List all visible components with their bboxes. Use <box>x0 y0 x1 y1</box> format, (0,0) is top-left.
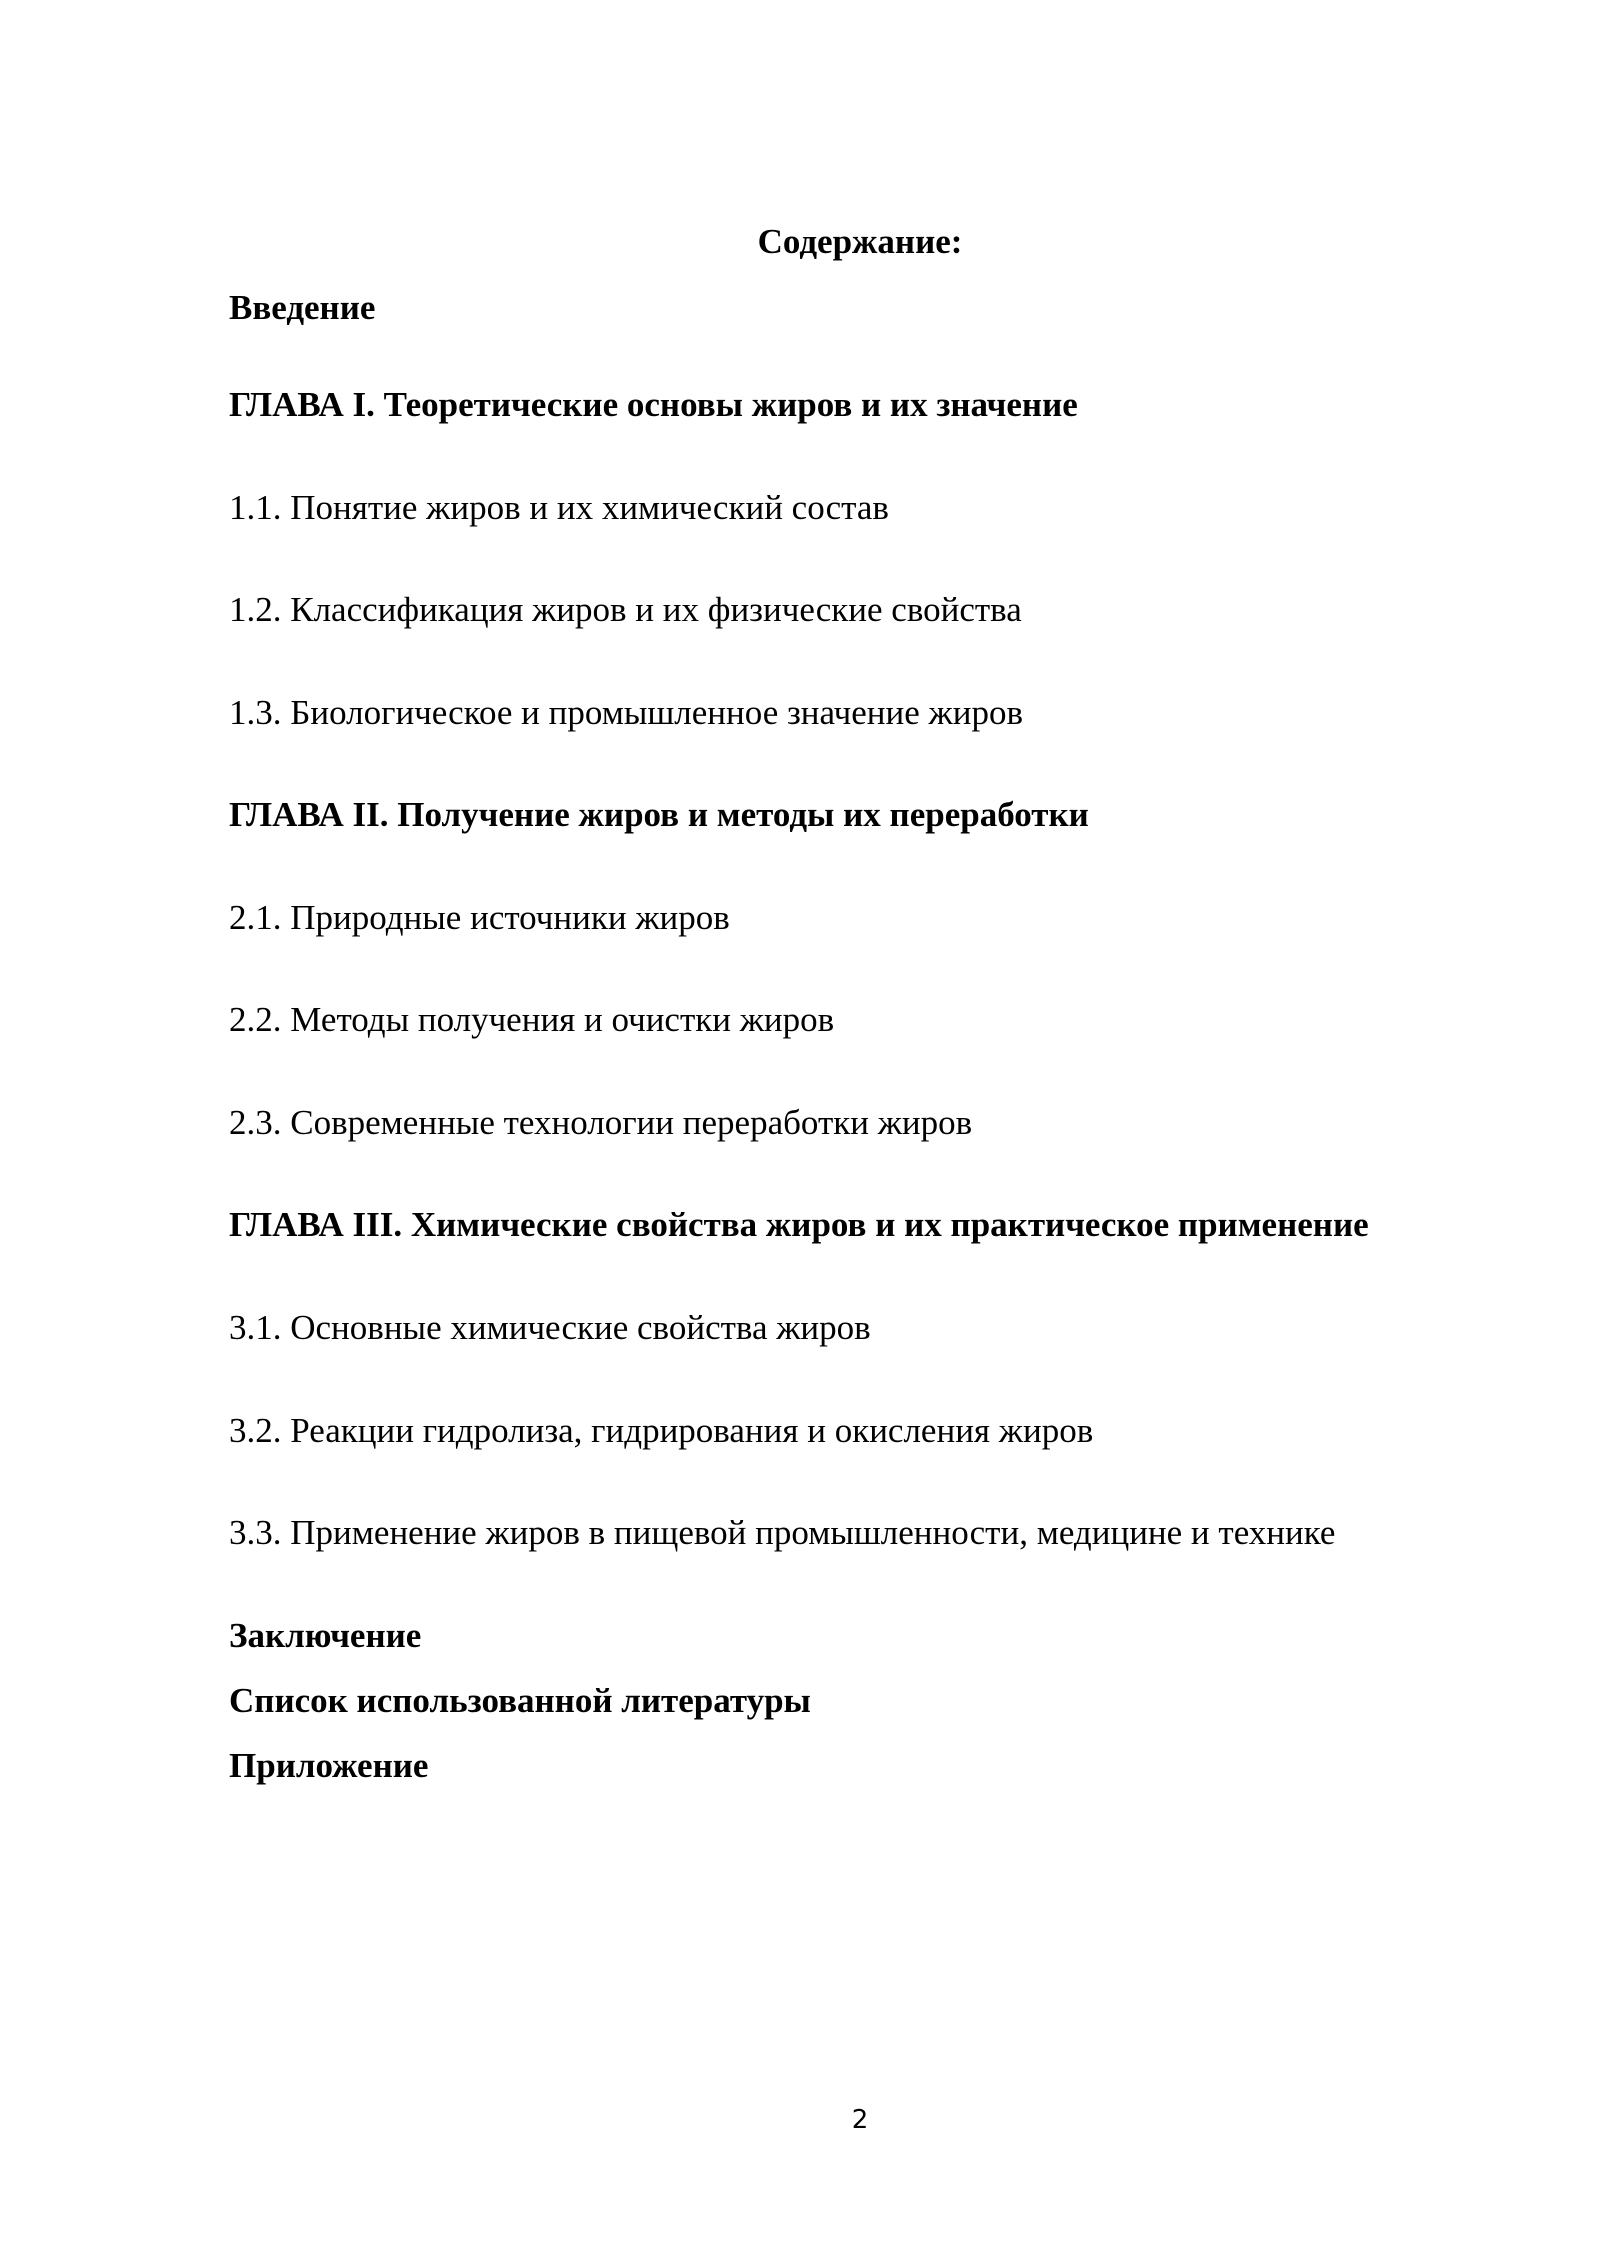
toc-entry-section-1-3: 1.3. Биологическое и промышленное значение жиров <box>229 693 1023 732</box>
toc-entry-references: Список использованной литературы <box>229 1681 811 1720</box>
toc-entry-introduction: Введение <box>229 288 376 327</box>
toc-entry-section-2-2: 2.2. Методы получения и очистки жиров <box>229 1000 835 1039</box>
toc-entry-section-2-3: 2.3. Современные технологии переработки жиров <box>229 1103 973 1142</box>
toc-entry-section-2-1: 2.1. Природные источники жиров <box>229 898 730 937</box>
toc-entry-section-3-3: 3.3. Применение жиров в пищевой промышленности, медицине и технике <box>229 1513 1336 1552</box>
toc-entry-chapter-3: ГЛАВА III. Химические свойства жиров и их практическое применение <box>229 1205 1369 1244</box>
toc-entry-conclusion: Заключение <box>229 1616 422 1655</box>
toc-entry-section-1-1: 1.1. Понятие жиров и их химический состав <box>229 488 889 527</box>
toc-entry-section-3-2: 3.2. Реакции гидролиза, гидрирования и окисления жиров <box>229 1411 1094 1450</box>
toc-entry-chapter-2: ГЛАВА II. Получение жиров и методы их переработки <box>229 795 1089 834</box>
toc-entry-chapter-1: ГЛАВА I. Теоретические основы жиров и их значение <box>229 385 1078 424</box>
toc-entry-section-1-2: 1.2. Классификация жиров и их физические свойства <box>229 590 1022 629</box>
toc-title: Содержание: <box>757 222 963 261</box>
toc-entry-appendix: Приложение <box>229 1746 429 1785</box>
toc-entry-section-3-1: 3.1. Основные химические свойства жиров <box>229 1308 871 1347</box>
page-number: 2 <box>851 2105 869 2135</box>
